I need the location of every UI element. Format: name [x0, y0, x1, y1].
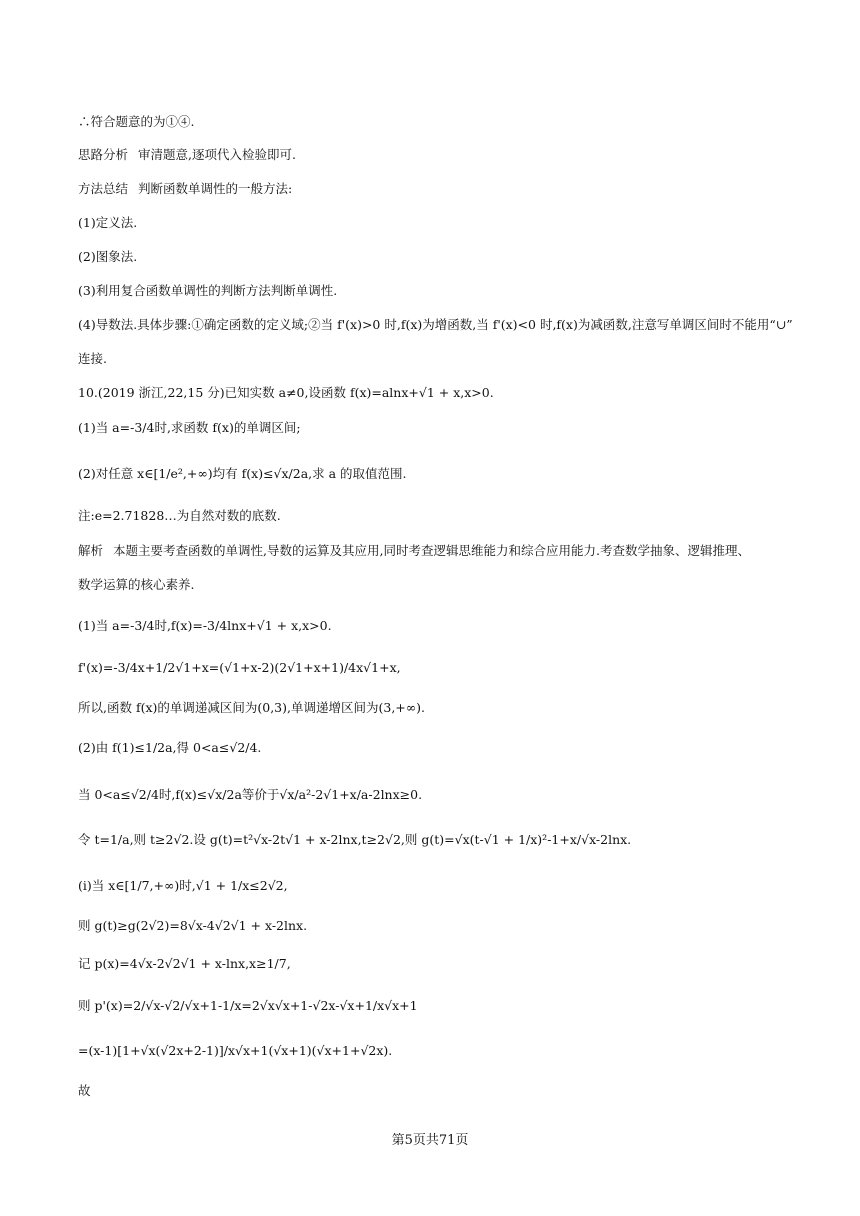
text-thinking: 审清题意,逐项代入检验即可.: [138, 147, 296, 162]
solution-define-p: 记 p(x)=4√x-2√2√1 + x-lnx,x≥1/7,: [78, 956, 291, 971]
solution-equivalence: 当 0<a≤√2/4时,f(x)≤√x/2a等价于√x/a²-2√1+x/a-2lnx≥0.: [78, 787, 423, 802]
solution-case-i: (i)当 x∈[1/7,+∞)时,√1 + 1/x≤2√2,: [78, 878, 288, 893]
label-analysis: 解析: [78, 543, 104, 558]
problem-note: 注:e=2.71828…为自然对数的底数.: [78, 508, 281, 523]
text-method: 判断函数单调性的一般方法:: [138, 181, 293, 196]
text-analysis: 本题主要考查函数的单调性,导数的运算及其应用,同时考查逻辑思维能力和综合应用能力.考查数学抽象、逻辑推理、: [113, 543, 750, 558]
text-line-conclusion: ∴符合题意的为①④.: [78, 114, 195, 129]
solution-p-derivative: 则 p'(x)=2/√x-√2/√x+1-1/x=2√x√x+1-√2x-√x+1/x√x+1: [78, 998, 418, 1013]
label-method: 方法总结: [78, 181, 129, 196]
solution-step-1: (1)当 a=-3/4时,f(x)=-3/4lnx+√1 + x,x>0.: [78, 618, 332, 633]
label-thinking: 思路分析: [78, 147, 129, 162]
text-line-thinking: [78, 147, 296, 163]
problem-part-2: (2)对任意 x∈[1/e²,+∞)均有 f(x)≤√x/2a,求 a 的取值范围.: [78, 466, 407, 481]
text-line-method: [78, 181, 292, 197]
solution-intro: [78, 543, 750, 559]
solution-intervals: 所以,函数 f(x)的单调递减区间为(0,3),单调递增区间为(3,+∞).: [78, 700, 426, 715]
text-line-method-3: (3)利用复合函数单调性的判断方法判断单调性.: [78, 283, 338, 298]
page-footer: 第5页共71页: [391, 1133, 469, 1148]
solution-p-derivative-simplified: =(x-1)[1+√x(√2x+2-1)]/x√x+1(√x+1)(√x+1+√2x).: [78, 1043, 393, 1058]
solution-intro-cont: 数学运算的核心素养.: [78, 577, 195, 592]
solution-step-2: (2)由 f(1)≤1/2a,得 0<a≤√2/4.: [78, 740, 262, 755]
text-line-method-4: (4)导数法.具体步骤:①确定函数的定义域;②当 f'(x)>0 时,f(x)为增函数,当 f'(x)<0 时,f(x)为减函数,注意写单调区间时不能用“∪”: [78, 317, 793, 332]
problem-statement: 10.(2019 浙江,22,15 分)已知实数 a≠0,设函数 f(x)=alnx+√1 + x,x>0.: [78, 385, 494, 400]
solution-derivative: f'(x)=-3/4x+1/2√1+x=(√1+x-2)(2√1+x+1)/4x√1+x,: [78, 660, 401, 675]
text-line-method-1: (1)定义法.: [78, 215, 138, 230]
text-line-method-2: (2)图象法.: [78, 249, 138, 264]
solution-therefore: 故: [78, 1083, 91, 1098]
solution-substitution: 令 t=1/a,则 t≥2√2.设 g(t)=t²√x-2t√1 + x-2lnx,t≥2√2,则 g(t)=√x(t-√1 + 1/x)²-1+x/√x-2lnx.: [78, 832, 632, 847]
text-line-method-4-cont: 连接.: [78, 351, 107, 366]
problem-part-1: (1)当 a=-3/4时,求函数 f(x)的单调区间;: [78, 420, 301, 435]
solution-bound: 则 g(t)≥g(2√2)=8√x-4√2√1 + x-2lnx.: [78, 918, 308, 933]
